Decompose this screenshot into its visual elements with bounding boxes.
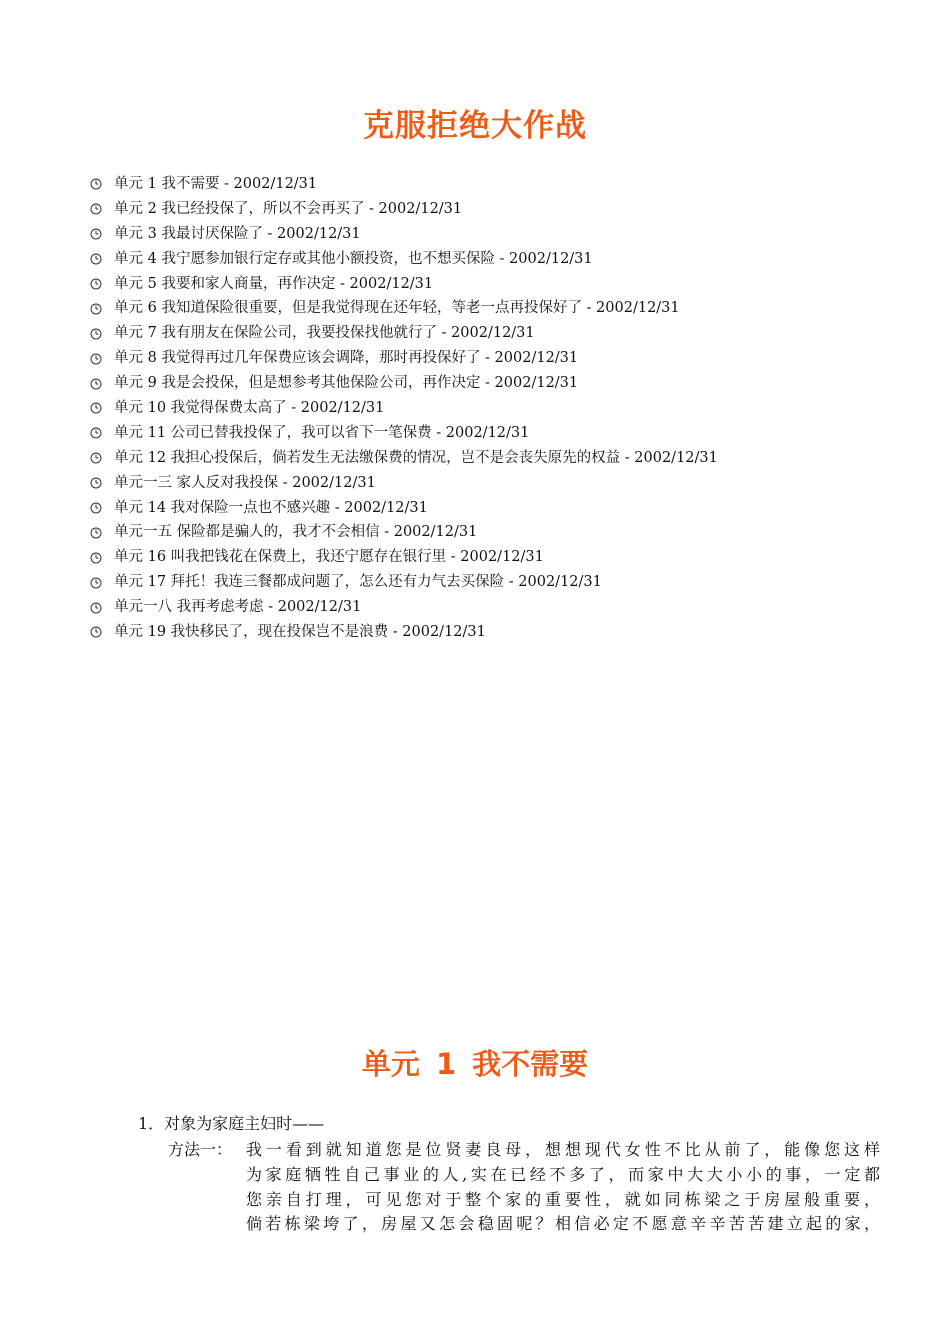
toc-item-label: 单元 6 我知道保险很重要，但是我觉得现在还年轻，等老一点再投保好了 - 2002/12/31 (114, 300, 680, 317)
method-paragraph (246, 1138, 880, 1237)
clock-icon (90, 552, 102, 564)
method-label: 方法一： (168, 1140, 233, 1159)
toc-item[interactable] (90, 446, 910, 471)
toc-item-label: 单元一八 我再考虑考虑 - 2002/12/31 (114, 599, 362, 616)
paragraph-line: 为家庭牺牲自己事业的人,实在已经不多了，而家中大大小小的事，一定都 (246, 1164, 880, 1184)
clock-icon (90, 626, 102, 638)
clock-icon (90, 228, 102, 240)
clock-icon (90, 477, 102, 489)
paragraph-line: 您亲自打理，可见您对于整个家的重要性，就如同栋梁之于房屋般重要， (246, 1189, 880, 1209)
toc-item-label: 单元 19 我快移民了，现在投保岂不是浪费 - 2002/12/31 (114, 624, 486, 641)
clock-icon (90, 577, 102, 589)
toc-item-label: 单元 3 我最讨厌保险了 - 2002/12/31 (114, 225, 361, 242)
clock-icon (90, 402, 102, 414)
clock-icon (90, 203, 102, 215)
toc-item-label: 单元一五 保险都是骗人的，我才不会相信 - 2002/12/31 (114, 524, 478, 541)
toc-item[interactable] (90, 421, 910, 446)
toc-item-label: 单元 14 我对保险一点也不感兴趣 - 2002/12/31 (114, 499, 428, 516)
section-title-main: 我不需要 (472, 1047, 589, 1081)
clock-icon (90, 452, 102, 464)
clock-icon (90, 502, 102, 514)
clock-icon (90, 278, 102, 290)
clock-icon (90, 253, 102, 265)
toc-item[interactable] (90, 570, 910, 595)
clock-icon (90, 328, 102, 340)
toc-item[interactable] (90, 520, 910, 545)
clock-icon (90, 303, 102, 315)
document-title: 克服拒绝大作战 (363, 108, 587, 144)
toc-item-label: 单元 4 我宁愿参加银行定存或其他小额投资，也不想买保险 - 2002/12/31 (114, 250, 593, 267)
toc-item-label: 单元 2 我已经投保了，所以不会再买了 - 2002/12/31 (114, 200, 463, 217)
toc-item-label: 单元 9 我是会投保，但是想参考其他保险公司，再作决定 - 2002/12/31 (114, 375, 579, 392)
section-title (0, 1042, 950, 1083)
toc-item[interactable] (90, 496, 910, 521)
toc-item[interactable] (90, 545, 910, 570)
toc-item-label: 单元 8 我觉得再过几年保费应该会调降，那时再投保好了 - 2002/12/31 (114, 350, 579, 367)
clock-icon (90, 378, 102, 390)
toc-item[interactable] (90, 371, 910, 396)
section-title-prefix: 单元 1 (361, 1047, 457, 1081)
toc-item[interactable] (90, 471, 910, 496)
toc-item[interactable] (90, 595, 910, 620)
toc-item-label: 单元 1 我不需要 - 2002/12/31 (114, 176, 318, 192)
toc-item[interactable] (90, 197, 910, 222)
toc-item[interactable] (90, 346, 910, 371)
toc-item-label: 单元 7 我有朋友在保险公司，我要投保找他就行了 - 2002/12/31 (114, 325, 535, 342)
table-of-contents (90, 172, 910, 645)
sub-heading: 1．对象为家庭主妇时—— (138, 1114, 325, 1133)
toc-item[interactable] (90, 272, 910, 297)
toc-item-label: 单元一三 家人反对我投保 - 2002/12/31 (114, 474, 376, 491)
toc-item-label: 单元 10 我觉得保费太高了 - 2002/12/31 (114, 400, 385, 417)
clock-icon (90, 527, 102, 539)
toc-item[interactable] (90, 222, 910, 247)
toc-item[interactable] (90, 296, 910, 321)
toc-item-label: 单元 5 我要和家人商量，再作决定 - 2002/12/31 (114, 275, 434, 292)
clock-icon (90, 353, 102, 365)
toc-item[interactable] (90, 172, 910, 197)
clock-icon (90, 178, 102, 190)
toc-item-label: 单元 12 我担心投保后，倘若发生无法缴保费的情况，岂不是会丧失原先的权益 - 2002/12/31 (114, 449, 718, 466)
paragraph-line: 倘若栋梁垮了，房屋又怎会稳固呢？相信必定不愿意辛辛苦苦建立起的家， (246, 1214, 880, 1234)
toc-item[interactable] (90, 247, 910, 272)
clock-icon (90, 602, 102, 614)
toc-item-label: 单元 16 叫我把钱花在保费上，我还宁愿存在银行里 - 2002/12/31 (114, 549, 544, 566)
toc-item-label: 单元 11 公司已替我投保了，我可以省下一笔保费 - 2002/12/31 (114, 424, 530, 441)
clock-icon (90, 427, 102, 439)
toc-item[interactable] (90, 396, 910, 421)
paragraph-line: 我一看到就知道您是位贤妻良母，想想现代女性不比从前了，能像您这样 (246, 1140, 880, 1159)
toc-item[interactable] (90, 620, 910, 645)
toc-item-label: 单元 17 拜托！我连三餐都成问题了，怎么还有力气去买保险 - 2002/12/31 (114, 574, 602, 591)
toc-item[interactable] (90, 321, 910, 346)
